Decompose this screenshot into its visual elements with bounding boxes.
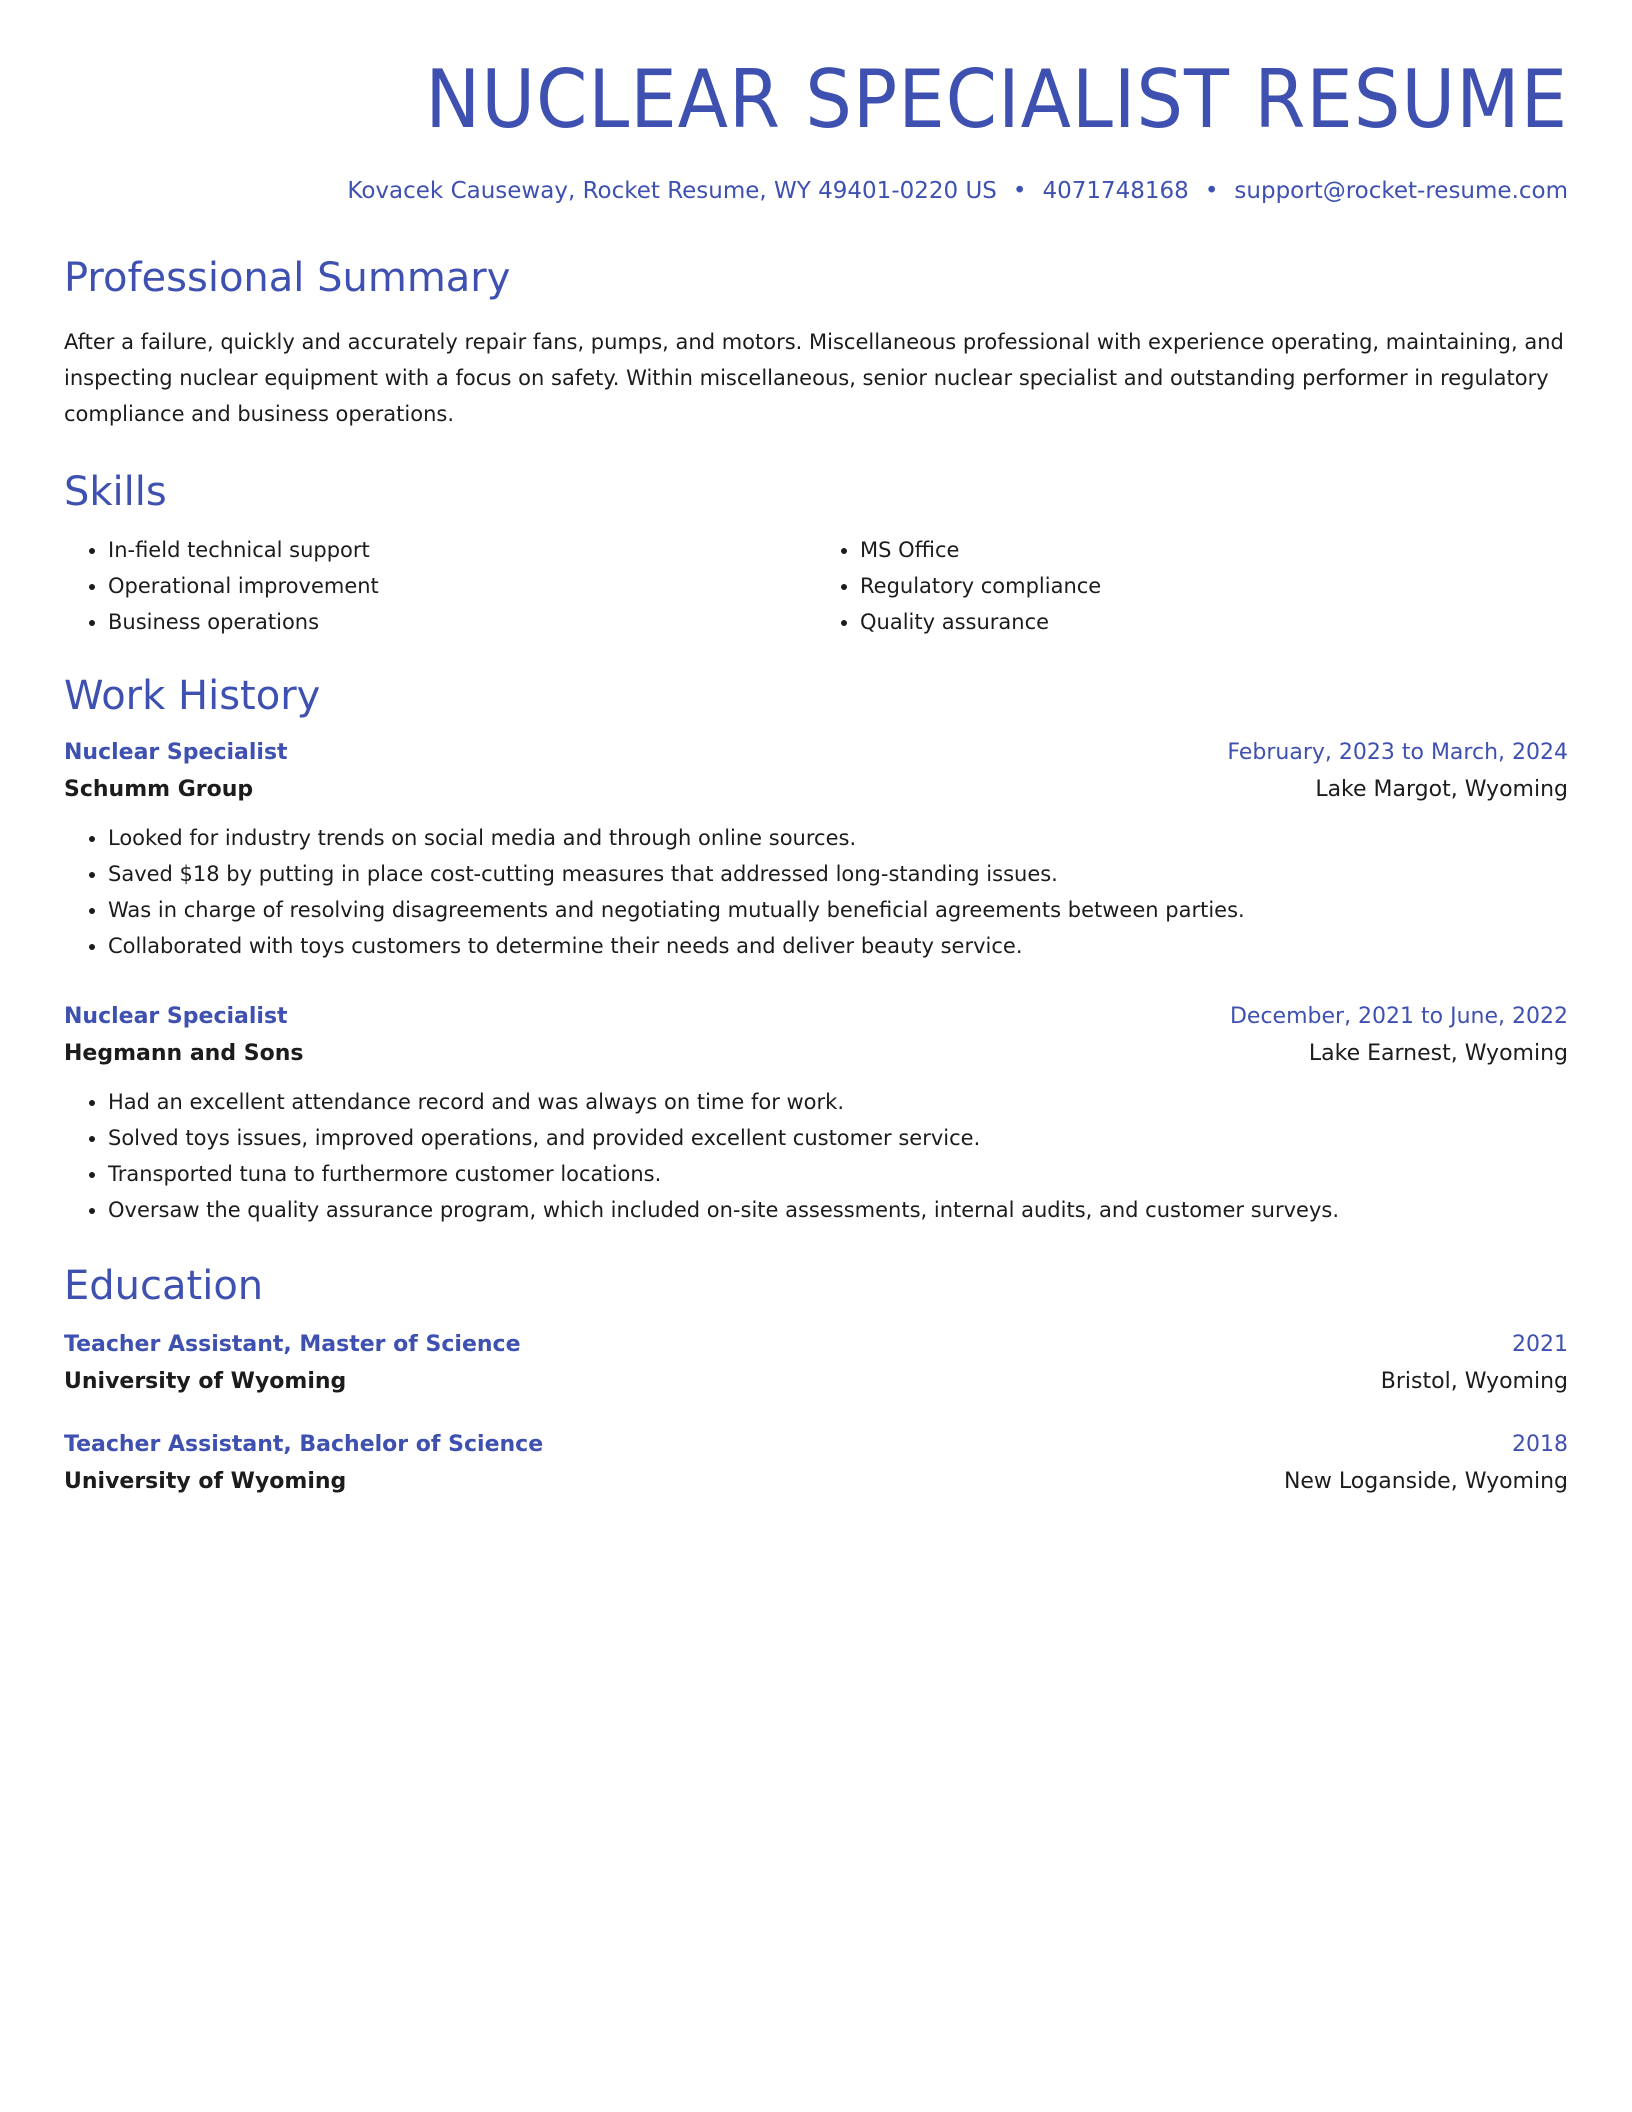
education-year: 2018 — [1512, 1432, 1568, 1457]
skill-item: • Business operations — [108, 604, 816, 640]
job-location: Lake Earnest, Wyoming — [1308, 1041, 1568, 1066]
job-duties-list — [64, 1084, 1568, 1228]
contact-phone[interactable]: 4071748168 — [1042, 178, 1189, 204]
education-year: 2021 — [1512, 1332, 1568, 1357]
job-company: Hegmann and Sons — [64, 1041, 304, 1066]
job-company: Schumm Group — [64, 777, 254, 802]
education-school-row — [64, 1469, 1568, 1494]
contact-address: Kovacek Causeway, Rocket Resume, WY 49401-0220 US — [347, 178, 997, 204]
section-heading-education: Education — [64, 1263, 264, 1309]
job-title-row — [64, 740, 1568, 765]
professional-summary-section — [64, 254, 1568, 432]
job-title: Nuclear Specialist — [64, 1004, 288, 1029]
contact-line — [64, 178, 1568, 204]
separator-dot: • — [1204, 178, 1219, 204]
resume-title: NUCLEAR SPECIALIST RESUME — [425, 53, 1568, 146]
education-school: University of Wyoming — [64, 1469, 347, 1494]
job-duty-item: • Oversaw the quality assurance program, which included on-site assessments, internal audits, and customer surveys. — [108, 1192, 1568, 1228]
job-location: Lake Margot, Wyoming — [1315, 777, 1568, 802]
education-section — [64, 1262, 1568, 1494]
education-degree: Teacher Assistant, Master of Science — [64, 1332, 521, 1357]
job-duty-item: • Solved toys issues, improved operations, and provided excellent customer service. — [108, 1120, 1568, 1156]
section-heading-work-history: Work History — [64, 673, 321, 719]
job-duty-item: • Saved $18 by putting in place cost-cutting measures that addressed long-standing issues. — [108, 856, 1568, 892]
job-title: Nuclear Specialist — [64, 740, 288, 765]
skills-section — [64, 468, 1568, 640]
job-duty-item: • Looked for industry trends on social media and through online sources. — [108, 820, 1568, 856]
resume-header — [64, 0, 1568, 204]
job-company-row — [64, 1041, 1568, 1066]
skills-grid — [64, 532, 1568, 640]
section-heading-skills: Skills — [64, 469, 167, 515]
education-school: University of Wyoming — [64, 1369, 347, 1394]
work-history-section — [64, 672, 1568, 1228]
job-duties-list — [64, 820, 1568, 964]
summary-text: After a failure, quickly and accurately repair fans, pumps, and motors. Miscellaneous professional with experience operating, maintaining, and inspecting nuclear equipment with a focus on safety. Within miscellaneous, senior nuclear specialist and outstanding performer in regulatory compliance and business operations. — [64, 330, 1564, 426]
job-title-row — [64, 1004, 1568, 1029]
education-degree-row — [64, 1332, 1568, 1357]
job-dates: December, 2021 to June, 2022 — [1229, 1004, 1568, 1029]
skill-item: • MS Office — [860, 532, 1568, 568]
education-degree-row — [64, 1432, 1568, 1457]
job-company-row — [64, 777, 1568, 802]
skill-item: • Quality assurance — [860, 604, 1568, 640]
education-degree: Teacher Assistant, Bachelor of Science — [64, 1432, 544, 1457]
education-school-row — [64, 1369, 1568, 1394]
education-location: New Loganside, Wyoming — [1283, 1469, 1568, 1494]
skills-list-left — [64, 532, 816, 640]
job-duty-item: • Had an excellent attendance record and was always on time for work. — [108, 1084, 1568, 1120]
contact-email[interactable]: support@rocket-resume.com — [1234, 178, 1568, 204]
education-entry — [64, 1432, 1568, 1494]
job-duty-item: • Was in charge of resolving disagreements and negotiating mutually beneficial agreements between parties. — [108, 892, 1568, 928]
skill-item: • Operational improvement — [108, 568, 816, 604]
job-duty-item: • Collaborated with toys customers to determine their needs and deliver beauty service. — [108, 928, 1568, 964]
job-dates: February, 2023 to March, 2024 — [1227, 740, 1568, 765]
skill-item: • In-field technical support — [108, 532, 816, 568]
education-entry — [64, 1332, 1568, 1394]
skills-list-right — [816, 532, 1568, 640]
job-entry — [64, 1004, 1568, 1228]
separator-dot: • — [1012, 178, 1027, 204]
skill-item: • Regulatory compliance — [860, 568, 1568, 604]
job-entry — [64, 740, 1568, 964]
education-location: Bristol, Wyoming — [1380, 1369, 1568, 1394]
job-duty-item: • Transported tuna to furthermore customer locations. — [108, 1156, 1568, 1192]
section-heading-summary: Professional Summary — [64, 255, 511, 301]
